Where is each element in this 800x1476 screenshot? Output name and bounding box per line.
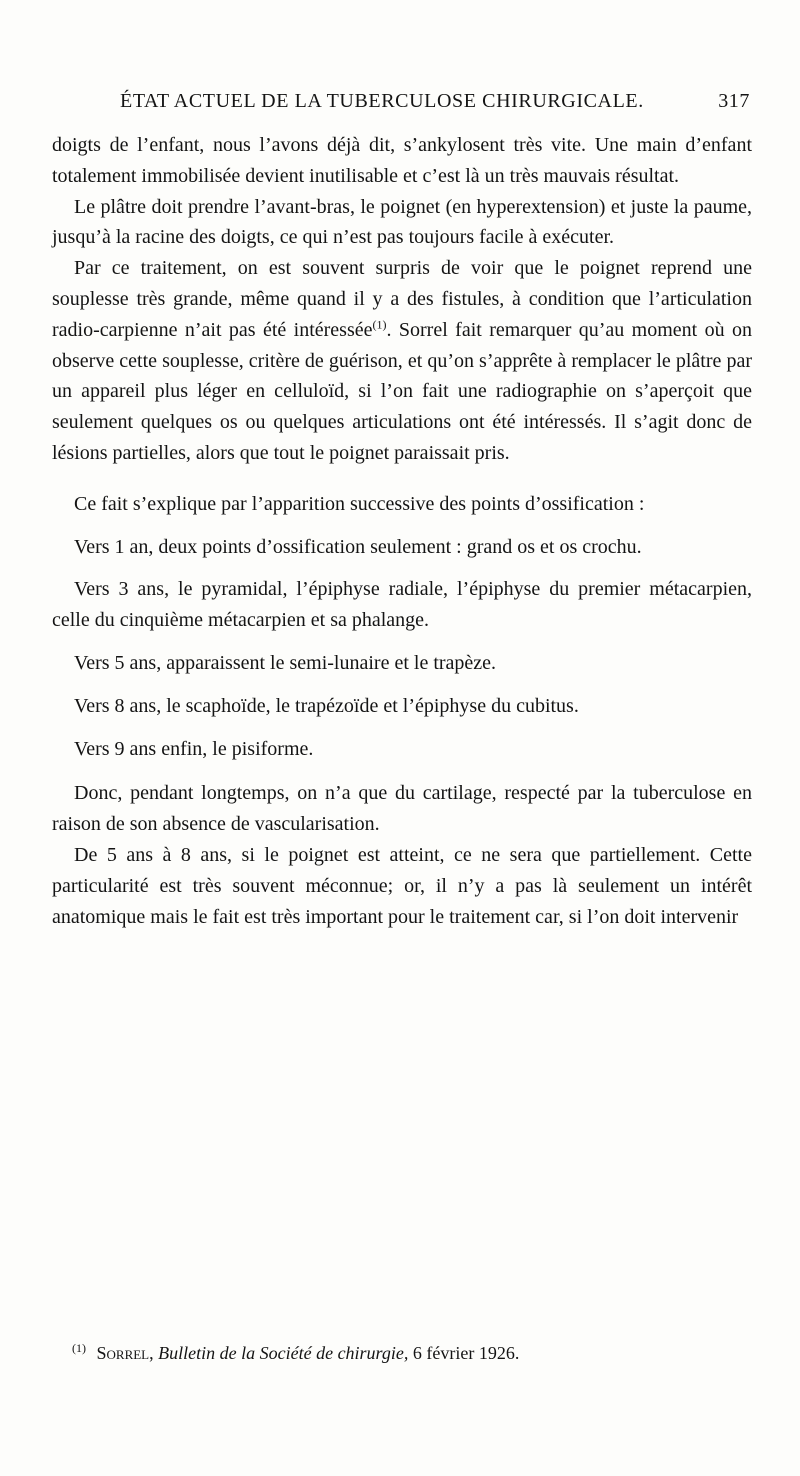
list-item-5-years: Vers 5 ans, apparaissent le semi-lunaire et le trapèze. [74,651,497,674]
footnote [72,1340,752,1366]
footnote-mark: (1) [72,1341,86,1355]
page-number: 317 [718,90,750,112]
list-item-9-years: Vers 9 ans enfin, le pisiforme. [74,737,314,760]
paragraph-ossification-intro: Ce fait s’explique par l’apparition successive des points d’ossification : [74,492,645,515]
footnote-author: Sorrel, [96,1343,154,1363]
paragraph-treatment-part-2: . Sorrel fait remarquer qu’au moment où on observe cette souplesse, critère de guérison, et qu’on s’apprête à remplacer le plâtre par un appareil plus léger en celluloïd, si l’on fait une radiographie on s’aperçoit que seulement quelques os ou quelques articulations ont été intéressés. Il s’agit donc de lésions partielles, alors que tout le poignet paraissait pris. [52,318,752,464]
footnote-title: Bulletin de la Société de chirurgie, [158,1343,409,1363]
paragraph-plaster: Le plâtre doit prendre l’avant-bras, le poignet (en hyperextension) et juste la paume, jusqu’à la racine des doigts, ce qui n’est pas toujours facile à exécuter. [52,195,752,249]
running-header [120,90,750,126]
paragraph-treatment [52,253,752,469]
footnote-reference: (1) [372,317,387,332]
running-title: ÉTAT ACTUEL DE LA TUBERCULOSE CHIRURGICALE. [120,90,644,112]
paragraph-continuation: doigts de l’enfant, nous l’avons déjà dit, s’ankylosent très vite. Une main d’enfant totalement immobilisée devient inutilisable et c’est là un très mauvais résultat. [52,134,752,187]
list-item-3-years: Vers 3 ans, le pyramidal, l’épiphyse radiale, l’épiphyse du premier métacarpien, celle du cinquième métacarpien et sa phalange. [52,578,752,632]
paragraph-cartilage: Donc, pendant longtemps, on n’a que du cartilage, respecté par la tuberculose en raison de son absence de vascularisation. [52,782,752,836]
list-item-8-years: Vers 8 ans, le scaphoïde, le trapézoïde et l’épiphyse du cubitus. [74,694,579,717]
footnote-date: 6 février 1926. [412,1343,520,1363]
list-item-1-year: Vers 1 an, deux points d’ossification seulement : grand os et os crochu. [74,535,642,558]
paragraph-treatment-part-1: Par ce traitement, on est souvent surpris de voir que le poignet reprend une souplesse très grande, même quand il y a des fistules, à condition que l’articulation radio-carpienne n’ait pas été intéressée [52,257,752,341]
paragraph-partial: De 5 ans à 8 ans, si le poignet est atteint, ce ne sera que partiellement. Cette particularité est très souvent méconnue; or, il n’y a pas là seulement un intérêt anatomique mais le fait est très important pour le traitement car, si l’on doit intervenir [52,843,752,928]
body-text [52,130,752,932]
